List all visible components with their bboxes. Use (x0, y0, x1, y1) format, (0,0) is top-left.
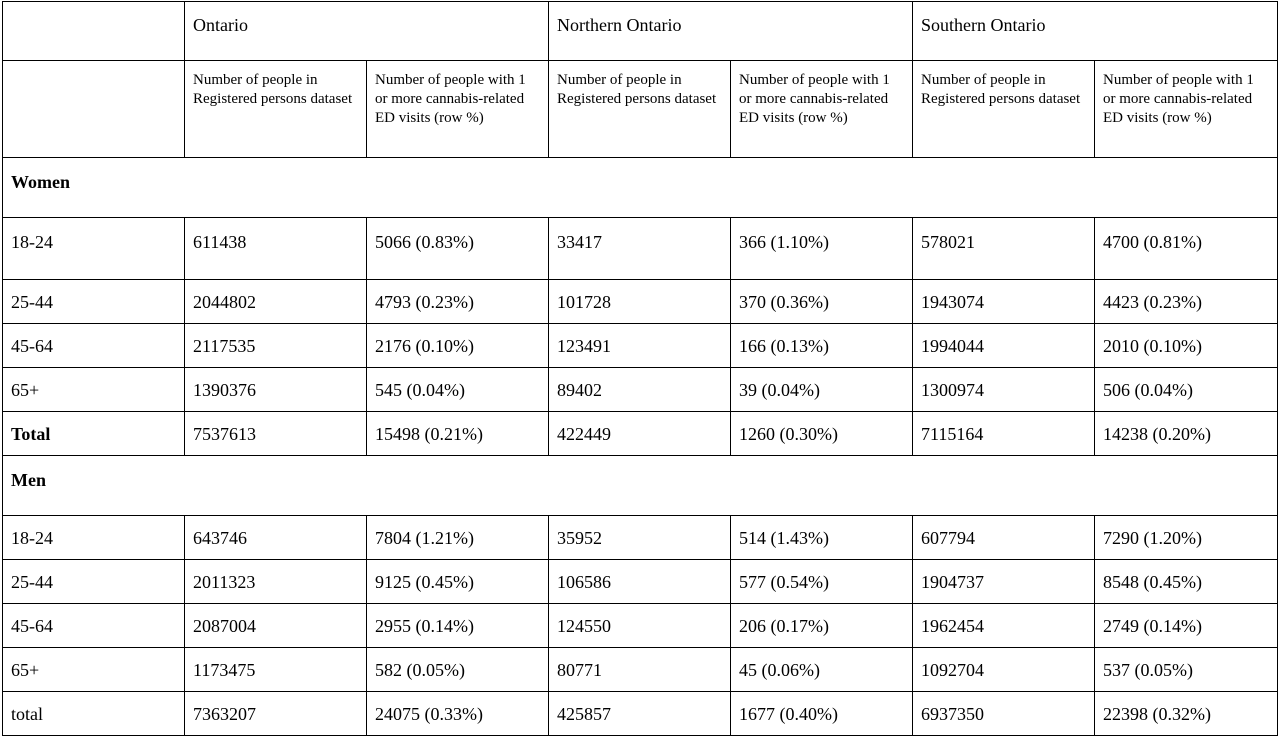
table-cell: 7115164 (913, 412, 1095, 456)
table-row (3, 368, 1278, 412)
table-cell: 643746 (185, 516, 367, 560)
region-header-southern-ontario: Southern Ontario (913, 2, 1278, 61)
age-group-cell: 45-64 (3, 604, 185, 648)
table-cell: 4700 (0.81%) (1095, 218, 1278, 280)
table-cell: 1173475 (185, 648, 367, 692)
age-group-cell: total (3, 692, 185, 736)
column-header-blank (3, 61, 185, 158)
table-cell: 7290 (1.20%) (1095, 516, 1278, 560)
section-label: Men (3, 456, 1278, 516)
age-group-cell: 18-24 (3, 516, 185, 560)
table-cell: 80771 (549, 648, 731, 692)
table-cell: 1904737 (913, 560, 1095, 604)
table-cell: 2087004 (185, 604, 367, 648)
table-cell: 2955 (0.14%) (367, 604, 549, 648)
table-row-total (3, 412, 1278, 456)
table-cell: 607794 (913, 516, 1095, 560)
table-cell: 7537613 (185, 412, 367, 456)
column-header-visits: Number of people with 1 or more cannabis-related ED visits (row %) (367, 61, 549, 158)
table-cell: 1390376 (185, 368, 367, 412)
table-cell: 425857 (549, 692, 731, 736)
table-cell: 1677 (0.40%) (731, 692, 913, 736)
table-cell: 506 (0.04%) (1095, 368, 1278, 412)
table-cell: 15498 (0.21%) (367, 412, 549, 456)
table-cell: 2749 (0.14%) (1095, 604, 1278, 648)
table-cell: 1943074 (913, 280, 1095, 324)
table-row (3, 648, 1278, 692)
table-cell: 537 (0.05%) (1095, 648, 1278, 692)
age-group-cell: Total (3, 412, 185, 456)
column-header-registered: Number of people in Registered persons dataset (549, 61, 731, 158)
table-row (3, 324, 1278, 368)
table-cell: 24075 (0.33%) (367, 692, 549, 736)
table-cell: 422449 (549, 412, 731, 456)
table-cell: 14238 (0.20%) (1095, 412, 1278, 456)
table-cell: 1260 (0.30%) (731, 412, 913, 456)
table-cell: 545 (0.04%) (367, 368, 549, 412)
table-cell: 124550 (549, 604, 731, 648)
cannabis-ed-visits-table (2, 1, 1278, 736)
age-group-cell: 65+ (3, 368, 185, 412)
column-header-registered: Number of people in Registered persons dataset (913, 61, 1095, 158)
table-cell: 582 (0.05%) (367, 648, 549, 692)
table-cell: 1962454 (913, 604, 1095, 648)
table-cell: 101728 (549, 280, 731, 324)
table-cell: 578021 (913, 218, 1095, 280)
table-cell: 6937350 (913, 692, 1095, 736)
table-cell: 123491 (549, 324, 731, 368)
table-cell: 2044802 (185, 280, 367, 324)
age-group-cell: 25-44 (3, 280, 185, 324)
table-cell: 2117535 (185, 324, 367, 368)
table-cell: 370 (0.36%) (731, 280, 913, 324)
age-group-cell: 45-64 (3, 324, 185, 368)
table-cell: 514 (1.43%) (731, 516, 913, 560)
column-header-row (3, 61, 1278, 158)
table-row-total (3, 692, 1278, 736)
table-cell: 366 (1.10%) (731, 218, 913, 280)
table-cell: 9125 (0.45%) (367, 560, 549, 604)
column-header-visits: Number of people with 1 or more cannabis-related ED visits (row %) (1095, 61, 1278, 158)
table-cell: 33417 (549, 218, 731, 280)
table-cell: 106586 (549, 560, 731, 604)
table-cell: 7804 (1.21%) (367, 516, 549, 560)
age-group-cell: 18-24 (3, 218, 185, 280)
table-cell: 7363207 (185, 692, 367, 736)
table-cell: 5066 (0.83%) (367, 218, 549, 280)
region-header-row (3, 2, 1278, 61)
table-row (3, 604, 1278, 648)
table-cell: 166 (0.13%) (731, 324, 913, 368)
table-cell: 45 (0.06%) (731, 648, 913, 692)
table-cell: 2010 (0.10%) (1095, 324, 1278, 368)
region-header-northern-ontario: Northern Ontario (549, 2, 913, 61)
table-cell: 2011323 (185, 560, 367, 604)
section-label: Women (3, 158, 1278, 218)
age-group-cell: 65+ (3, 648, 185, 692)
table-cell: 8548 (0.45%) (1095, 560, 1278, 604)
table-row (3, 516, 1278, 560)
table-row (3, 560, 1278, 604)
table-cell: 1300974 (913, 368, 1095, 412)
table-cell: 22398 (0.32%) (1095, 692, 1278, 736)
corner-cell (3, 2, 185, 61)
table-cell: 2176 (0.10%) (367, 324, 549, 368)
column-header-visits: Number of people with 1 or more cannabis-related ED visits (row %) (731, 61, 913, 158)
section-row-women (3, 158, 1278, 218)
table-cell: 4793 (0.23%) (367, 280, 549, 324)
table-cell: 1092704 (913, 648, 1095, 692)
column-header-registered: Number of people in Registered persons dataset (185, 61, 367, 158)
table-cell: 577 (0.54%) (731, 560, 913, 604)
table-cell: 89402 (549, 368, 731, 412)
table-row (3, 218, 1278, 280)
section-row-men (3, 456, 1278, 516)
table-cell: 611438 (185, 218, 367, 280)
table-cell: 206 (0.17%) (731, 604, 913, 648)
age-group-cell: 25-44 (3, 560, 185, 604)
table-row (3, 280, 1278, 324)
region-header-ontario: Ontario (185, 2, 549, 61)
table-cell: 35952 (549, 516, 731, 560)
table-cell: 39 (0.04%) (731, 368, 913, 412)
table-cell: 1994044 (913, 324, 1095, 368)
table-cell: 4423 (0.23%) (1095, 280, 1278, 324)
